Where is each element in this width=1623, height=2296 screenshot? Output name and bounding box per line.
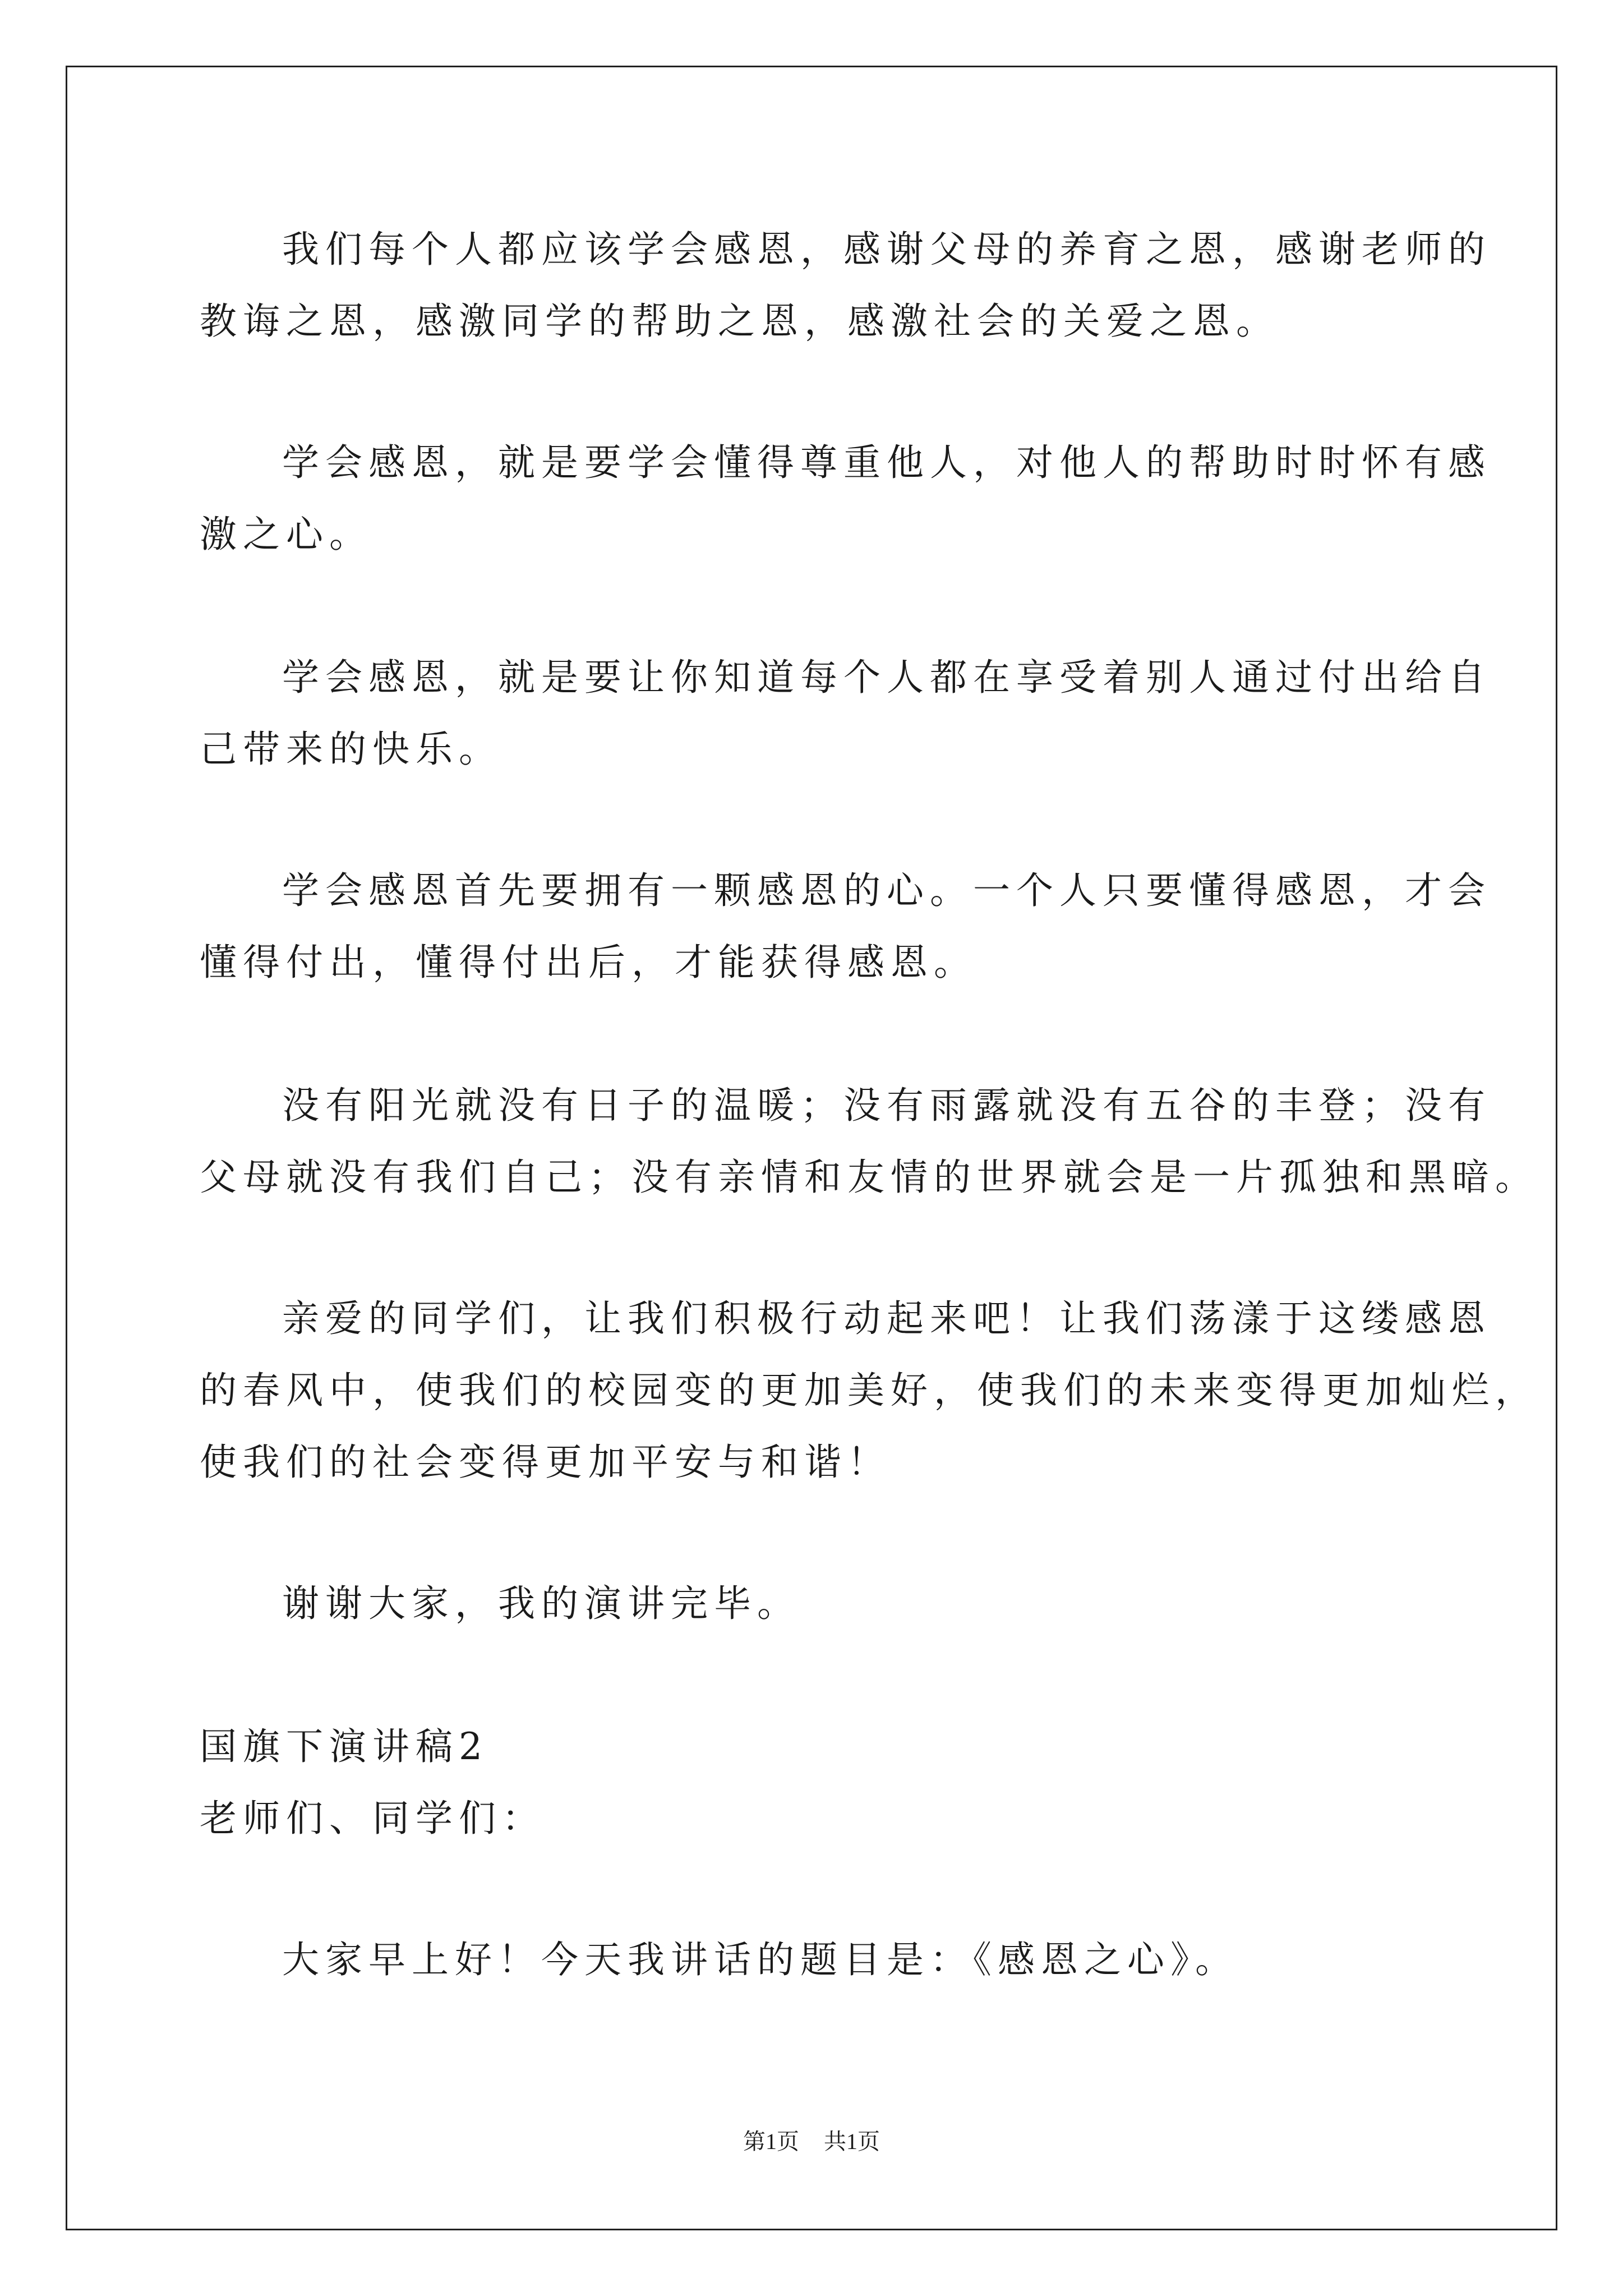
paragraph-line: 没有阳光就没有日子的温暖；没有雨露就没有五谷的丰登；没有	[282, 1084, 1491, 1127]
paragraph-line: 大家早上好！今天我讲话的题目是：《感恩之心》。	[282, 1938, 1238, 1981]
paragraph-line: 亲爱的同学们，让我们积极行动起来吧！让我们荡漾于这缕感恩	[282, 1297, 1491, 1340]
paragraph-line: 己带来的快乐。	[200, 728, 502, 771]
paragraph-line: 激之心。	[200, 513, 372, 556]
page-total: 共1页	[824, 2129, 880, 2154]
paragraph-line: 父母就没有我们自己；没有亲情和友情的世界就会是一片孤独和黑暗。	[200, 1156, 1538, 1199]
salutation: 老师们、同学们：	[200, 1797, 545, 1840]
paragraph-line: 我们每个人都应该学会感恩，感谢父母的养育之恩，感谢老师的	[282, 228, 1491, 271]
paragraph-line: 的春风中，使我们的校园变的更加美好，使我们的未来变得更加灿烂，	[200, 1369, 1538, 1412]
paragraph-line: 学会感恩，就是要学会懂得尊重他人，对他人的帮助时时怀有感	[282, 441, 1491, 484]
page-number: 第1页	[743, 2129, 799, 2154]
paragraph-line: 谢谢大家，我的演讲完毕。	[282, 1582, 800, 1625]
section-heading: 国旗下演讲稿2	[200, 1725, 488, 1768]
page-footer	[0, 2125, 1623, 2159]
paragraph-line: 教诲之恩，感激同学的帮助之恩，感激社会的关爱之恩。	[200, 300, 1279, 343]
page-border	[66, 66, 1557, 2230]
paragraph-line: 使我们的社会变得更加平安与和谐！	[200, 1441, 891, 1484]
paragraph-line: 懂得付出，懂得付出后，才能获得感恩。	[200, 941, 977, 984]
paragraph-line: 学会感恩，就是要让你知道每个人都在享受着别人通过付出给自	[282, 656, 1491, 699]
paragraph-line: 学会感恩首先要拥有一颗感恩的心。一个人只要懂得感恩，才会	[282, 869, 1491, 912]
